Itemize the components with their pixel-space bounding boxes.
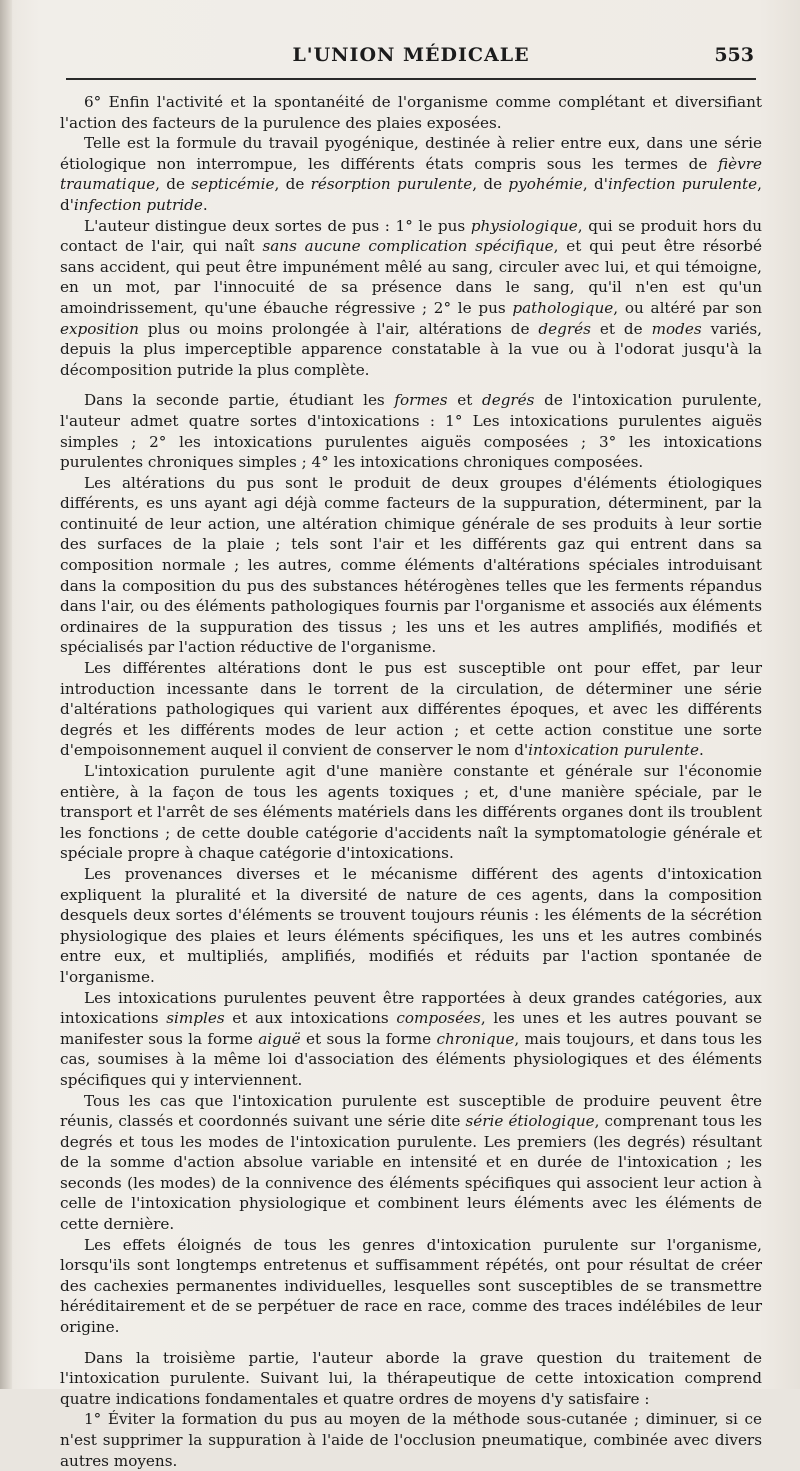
text-run: Les différentes altérations dont le pus est susceptible ont pour effet, par leur introduction incessante dans le torrent de la circulation, de déterminer une série d'altérations pathologiques qui varient aux différentes époques, et avec les différents degrés et les différents modes de leur action ; et cette action constitue une sorte d'empoisonnement auquel il convient de conserver le nom d' — [60, 659, 762, 760]
text-run: , les unes et les autres pouvant se manifester sous la forme — [60, 1009, 762, 1048]
text-run: Tous les cas que l'intoxication purulente est susceptible de produire peuvent être réunis, classés et coordonnés suivant une série dite — [60, 1091, 762, 1131]
paragraph-p8 — [60, 864, 762, 988]
text-run: Les altérations du pus sont le produit de deux groupes d'éléments étiologiques différents, es uns ayant agi déjà comme facteurs de la suppuration, déterminent, par la continuité de leur action, une altération chimique générale de ses produits à leur sortie des surfaces de la plaie ; tels sont l'air et les différents gaz qui entrent dans sa composition normale ; les autres, comme éléments d'altérations spéciales introduisant dans la composition du pus des substances hétérogènes telles que les ferments répandus dans l'air, ou des éléments pathologiques fournis par l'organisme et associés aux éléments ordinaires de la suppuration des tissus ; les uns et les autres amplifiés, modifiés et spécialisés par l'action réductive de l'organisme. — [60, 473, 762, 657]
text-run: , de — [472, 175, 509, 194]
paragraph-p1 — [60, 92, 762, 133]
text-run: , ou altéré par son — [613, 298, 762, 317]
italic-term: composées — [396, 1009, 481, 1028]
italic-term: modes — [651, 319, 702, 338]
paragraph-p5 — [60, 473, 762, 658]
italic-term: aiguë — [258, 1029, 301, 1048]
italic-term: infection putride — [73, 195, 203, 214]
paragraph-p4 — [60, 390, 762, 472]
paragraph-p2 — [60, 133, 762, 215]
italic-term: formes — [394, 391, 448, 410]
italic-term: pathologique — [512, 298, 614, 317]
paragraph-p6 — [60, 658, 762, 761]
text-run: , de — [155, 175, 192, 194]
italic-term: infection purulente — [607, 175, 758, 194]
italic-term: résorption purulente — [310, 175, 473, 194]
italic-term: degrés — [538, 319, 591, 338]
paragraph-p9 — [60, 988, 762, 1091]
paragraph-p12 — [60, 1348, 762, 1410]
text-run: Telle est la formule du travail pyogénique, destinée à relier entre eux, dans une série étiologique non interrompue, les différents états compris sous les termes de — [60, 134, 762, 173]
text-run: variés, depuis la plus imperceptible apparence constatable à la vue ou à l'odorat jusqu'à la décomposition putride la plus complète. — [60, 319, 762, 379]
text-run: Dans la troisième partie, l'auteur aborde la grave question du traitement de l'intoxication purulente. Suivant lui, la thérapeutique de cette intoxication comprend quatre indications fondamentales et quatre ordres de moyens d'y satisfaire : — [60, 1348, 762, 1408]
paragraph-p11 — [60, 1235, 762, 1338]
text-run: plus ou moins prolongée à l'air, altérations de — [138, 319, 539, 338]
italic-term: simples — [166, 1009, 225, 1028]
text-run: et — [447, 391, 482, 410]
paragraph-p13 — [60, 1409, 762, 1471]
paragraph-p3 — [60, 216, 762, 381]
italic-term: série étiologique — [465, 1112, 595, 1131]
running-title: L'UNION MÉDICALE — [292, 44, 530, 66]
page-number: 553 — [714, 44, 754, 66]
binding-shadow — [0, 0, 12, 1389]
text-run: de l'intoxication purulente, l'auteur admet quatre sortes d'intoxications : 1° Les intoxications purulentes aiguës simples ; 2° les intoxications purulentes aiguës composées ; 3° les intoxications purulentes chroniques simples ; 4° les intoxications chroniques composées. — [60, 391, 762, 472]
text-run: 6° Enfin l'activité et la spontanéité de l'organisme comme complétant et diversifiant l'action des facteurs de la purulence des plaies exposées. — [60, 93, 762, 132]
text-run: , comprenant tous les degrés et tous les modes de l'intoxication purulente. Les premiers (les degrés) résultant de la somme d'action absolue variable en intensité et en durée de l'intoxication ; les seconds (les modes) de la connivence des éléments spécifiques qui associent leur action à celle de l'intoxication physiologique et combinent leurs éléments avec les éléments de cette dernière. — [60, 1112, 762, 1234]
italic-term: septicémie — [191, 175, 275, 194]
header-rule — [66, 78, 756, 80]
italic-term: chronique — [436, 1029, 515, 1048]
italic-term: physiologique — [470, 216, 578, 235]
text-run: L'intoxication purulente agit d'une manière constante et générale sur l'économie entière, à la façon de tous les agents toxiques ; et, d'une manière spéciale, par le transport et l'arrêt de ses éléments matériels dans les différents organes dont ils troublent les fonctions ; de cette double catégorie d'accidents naît la symptomatologie générale et spéciale propre à chaque catégorie d'intoxications. — [60, 762, 762, 863]
text-run: , mais toujours, et dans tous les cas, soumises à la même loi d'association des éléments physiologiques et des éléments spécifiques qui y interviennent. — [60, 1029, 763, 1089]
italic-term: intoxication purulente — [528, 741, 699, 760]
italic-term: exposition — [60, 319, 139, 338]
text-run: et aux intoxications — [224, 1009, 397, 1028]
text-run: Les effets éloignés de tous les genres d'intoxication purulente sur l'organisme, lorsqu'ils sont longtemps entretenus et suffisamment répétés, ont pour résultat de créer des cachexies permanentes individuelles, lesquelles sont susceptibles de se transmettre héréditairement et de se perpétuer de race en race, comme des traces indélébiles de leur origine. — [60, 1235, 762, 1337]
italic-term: fièvre traumatique — [60, 154, 762, 194]
text-run: 1° Éviter la formation du pus au moyen de la méthode sous-cutanée ; diminuer, si ce n'est supprimer la suppuration à l'aide de l'occlusion pneumatique, combinée avec divers autres moyens. — [60, 1410, 762, 1470]
text-run: L'auteur distingue deux sortes de pus : 1° le pus — [84, 216, 471, 235]
italic-term: pyohémie — [508, 175, 583, 194]
text-run: , d' — [582, 175, 608, 194]
text-run: , qui se produit hors du contact de l'air, qui naît — [60, 216, 762, 256]
text-run: et de — [590, 319, 652, 338]
paragraph-p10 — [60, 1091, 762, 1235]
text-run: Les intoxications purulentes peuvent être rapportées à deux grandes catégories, aux intoxications — [60, 988, 762, 1028]
article-body — [60, 92, 762, 1471]
italic-term: sans aucune complication spécifique — [262, 237, 554, 256]
text-run: , et qui peut être résorbé sans accident, qui peut être impunément mêlé au sang, circuler avec lui, et qui témoigne, en un mot, par l'innocuité de sa présence dans le sang, qu'il n'en est qu'un amoindrissement, qu'une ébauche régressive ; 2° le pus — [60, 237, 762, 317]
text-run: , d' — [60, 175, 762, 214]
text-run: et sous la forme — [300, 1029, 437, 1048]
italic-term: degrés — [481, 391, 535, 410]
text-run: Les provenances diverses et le mécanisme différent des agents d'intoxication expliquent la pluralité et la diversité de nature de ces agents, dans la composition desquels deux sortes d'éléments se trouvent toujours réunis : les éléments de la sécrétion physiologique des plaies et leurs éléments spécifiques, les uns et les autres combinés entre eux, et multipliés, amplifiés, modifiés et réduits par l'action spontanée de l'organisme. — [60, 864, 762, 986]
text-run: . — [698, 741, 704, 760]
text-run: Dans la seconde partie, étudiant les — [84, 391, 395, 410]
text-run: , de — [274, 175, 311, 194]
paragraph-p7 — [60, 761, 762, 864]
page-header — [64, 44, 758, 74]
text-run: . — [202, 195, 208, 214]
